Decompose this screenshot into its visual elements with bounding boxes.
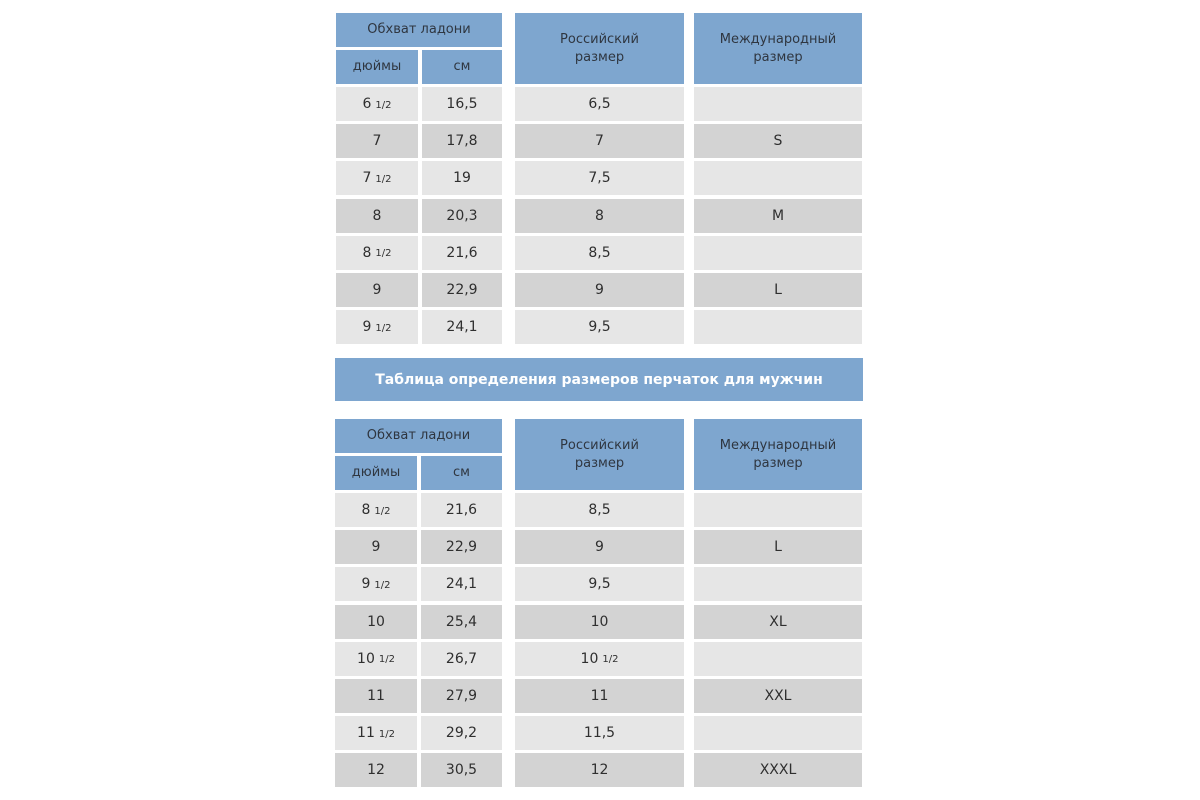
cm-cell-value: 27,9: [445, 688, 478, 704]
cm-cell: [421, 493, 502, 527]
inches-cell: [335, 716, 417, 750]
international-size-cell-value: S: [773, 133, 783, 150]
cm-cell-value: 25,4: [445, 613, 478, 630]
international-size-cell: [694, 642, 862, 676]
inches-cell: [336, 310, 418, 344]
cm-cell: [422, 199, 502, 233]
cm-cell-value: 26,7: [445, 650, 478, 667]
inches-header: дюймы: [336, 50, 418, 84]
international-size-cell: [694, 161, 862, 195]
russian-size-cell-value: 8: [595, 207, 604, 224]
inches-cell-value: 9: [372, 282, 382, 298]
cm-cell: [422, 273, 502, 307]
international-size-cell-value: XL: [769, 613, 787, 630]
international-size-cell: [694, 87, 862, 121]
international-size-cell: [694, 273, 862, 307]
inches-cell: [336, 124, 418, 158]
inches-cell-value: 8: [362, 244, 372, 261]
fraction-value: 1/2: [375, 99, 392, 111]
russian-size-header: Российский размер: [515, 419, 684, 490]
inches-cell-value: 11: [367, 688, 385, 704]
inches-cell: [336, 87, 418, 121]
russian-size-cell: [515, 642, 684, 676]
russian-size-cell: [515, 124, 684, 158]
russian-size-cell: [515, 530, 684, 564]
inches-cell-value: 10: [367, 613, 385, 630]
fraction-value: 1/2: [374, 579, 391, 591]
russian-size-header: Российский размер: [515, 13, 684, 84]
russian-size-cell: [515, 753, 684, 787]
fraction-value: 1/2: [378, 654, 395, 666]
inches-cell-value: 12: [367, 762, 385, 779]
cm-cell: [421, 716, 502, 750]
international-size-cell: [694, 567, 862, 601]
international-size-cell: [694, 605, 862, 639]
cm-cell-value: 22,9: [445, 539, 478, 556]
cm-cell: [421, 753, 502, 787]
international-size-cell-value: L: [774, 282, 782, 298]
russian-size-cell: [515, 161, 684, 195]
russian-size-cell: [515, 605, 684, 639]
palm-girth-header: Обхват ладони: [336, 13, 502, 47]
russian-size-cell-value: 11: [590, 688, 609, 704]
inches-cell: [335, 605, 417, 639]
russian-size-cell-value: 7: [595, 133, 604, 150]
russian-size-cell-value: 9: [595, 539, 604, 556]
inches-cell-value: 8: [372, 207, 382, 224]
cm-cell-value: 21,6: [445, 502, 478, 518]
inches-cell: [336, 273, 418, 307]
inches-cell-value: 9: [362, 319, 372, 336]
russian-size-cell-value: 8,5: [588, 502, 611, 518]
inches-cell: [335, 753, 417, 787]
international-size-cell-value: M: [771, 207, 785, 224]
russian-size-cell: [515, 679, 684, 713]
cm-cell-value: 21,6: [446, 244, 478, 261]
russian-size-cell: [515, 236, 684, 270]
cm-cell: [421, 642, 502, 676]
cm-cell-value: 29,2: [445, 725, 478, 742]
cm-cell-value: 20,3: [446, 207, 478, 224]
russian-size-cell: [515, 716, 684, 750]
inches-cell: [335, 530, 417, 564]
inches-cell: [336, 236, 418, 270]
russian-size-cell: [515, 199, 684, 233]
russian-size-cell: [515, 273, 684, 307]
cm-cell-value: 16,5: [446, 96, 478, 112]
international-size-cell-value: XXXL: [759, 762, 797, 779]
international-size-cell: [694, 236, 862, 270]
cm-header: см: [421, 456, 502, 490]
russian-size-cell-value: 12: [590, 762, 609, 779]
inches-cell-value: 7: [372, 133, 382, 150]
cm-cell-value: 19: [453, 170, 471, 187]
cm-cell: [422, 310, 502, 344]
russian-size-cell: [515, 493, 684, 527]
cm-cell: [421, 679, 502, 713]
russian-size-cell: [515, 310, 684, 344]
cm-cell: [422, 161, 502, 195]
international-size-cell: [694, 493, 862, 527]
russian-size-cell-value: 9,5: [588, 319, 611, 336]
inches-cell-value: 11: [357, 725, 375, 742]
inches-cell: [336, 161, 418, 195]
inches-cell-value: 9: [361, 576, 371, 593]
russian-size-cell-value: 6,5: [588, 96, 611, 112]
cm-cell-value: 30,5: [445, 762, 478, 779]
inches-cell: [335, 493, 417, 527]
inches-cell-value: 9: [371, 539, 381, 556]
fraction-value: 1/2: [375, 173, 392, 185]
international-size-header: Международный размер: [694, 13, 862, 84]
international-size-cell: [694, 530, 862, 564]
inches-cell: [335, 679, 417, 713]
russian-size-cell-value: 9: [595, 282, 604, 298]
men-table-title: Таблица определения размеров перчаток для мужчин: [335, 358, 863, 401]
russian-size-cell-value: 11,5: [583, 725, 616, 742]
international-size-cell: [694, 716, 862, 750]
russian-size-cell: [515, 87, 684, 121]
russian-size-cell-value: 10: [590, 613, 609, 630]
russian-size-cell-value: 7,5: [588, 170, 611, 187]
cm-cell: [421, 567, 502, 601]
russian-size-cell-value: 8,5: [588, 244, 611, 261]
cm-cell-value: 17,8: [446, 133, 478, 150]
fraction-value: 1/2: [375, 248, 392, 260]
international-size-header: Международный размер: [694, 419, 862, 490]
cm-cell: [421, 530, 502, 564]
russian-size-cell-value: 10: [580, 650, 599, 667]
russian-size-cell: [515, 567, 684, 601]
inches-cell: [336, 199, 418, 233]
russian-size-cell-value: 9,5: [588, 576, 611, 593]
cm-cell-value: 22,9: [446, 282, 478, 298]
international-size-cell: [694, 753, 862, 787]
international-size-cell: [694, 310, 862, 344]
international-size-cell-value: XXL: [764, 688, 792, 704]
fraction-value: 1/2: [374, 505, 391, 517]
international-size-cell-value: L: [774, 539, 782, 556]
inches-header: дюймы: [335, 456, 417, 490]
inches-cell-value: 10: [357, 650, 375, 667]
international-size-cell: [694, 199, 862, 233]
palm-girth-header: Обхват ладони: [335, 419, 502, 453]
fraction-value: 1/2: [378, 728, 395, 740]
international-size-cell: [694, 679, 862, 713]
cm-cell-value: 24,1: [446, 319, 478, 336]
cm-cell-value: 24,1: [445, 576, 478, 593]
inches-cell: [335, 567, 417, 601]
cm-cell: [422, 236, 502, 270]
fraction-value: 1/2: [375, 322, 392, 334]
inches-cell-value: 7: [362, 170, 372, 187]
cm-cell: [421, 605, 502, 639]
fraction-value: 1/2: [602, 654, 619, 666]
inches-cell-value: 6: [362, 96, 372, 112]
inches-cell: [335, 642, 417, 676]
cm-cell: [422, 87, 502, 121]
international-size-cell: [694, 124, 862, 158]
inches-cell-value: 8: [361, 502, 371, 518]
cm-cell: [422, 124, 502, 158]
cm-header: см: [422, 50, 502, 84]
